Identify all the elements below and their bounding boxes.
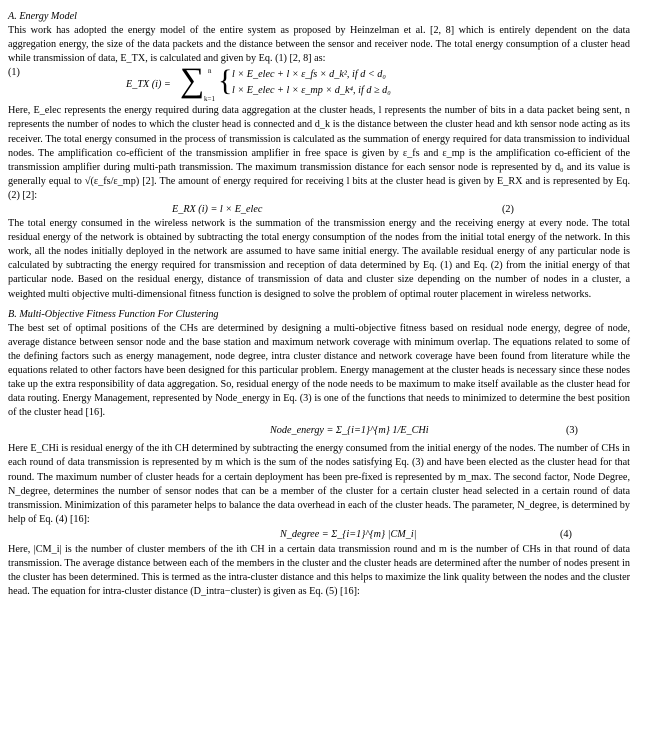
equation-3 — [8, 420, 630, 442]
eq2-number: (2) — [502, 204, 514, 216]
equation-2 — [8, 203, 630, 217]
section-b-paragraph-1: The best set of optimal positions of the CHs are determined by designing a multi-objective fitness based on residual node energy, degree of node, average distance between sensor node and the base station and maximum network coverage with minimum overlap. The equations related to some of the defining factors such as energy management, node degree, intra cluster distance and network coverage have been found from literature while the equations related to other factors have been designed for this particular problem. Energy management at the cluster heads is necessary since these nodes take up the extra responsibility of data aggregation. So, residual energy of the node needs to be maximum to make itself available as the cluster head for data routing. Energy Management, represented by Node_energy in Eq. (3) is one of the functions that needs to minimized to determine the best position of the cluster head [16]. — [8, 322, 630, 419]
equation-1 — [8, 62, 630, 104]
section-a-heading: A. Energy Model — [8, 11, 77, 22]
paper-page — [8, 10, 630, 599]
eq4-body: N_degree = Σ_{i=1}^{m} |CM_i| — [280, 528, 417, 540]
eq3-body: Node_energy = Σ_{i=1}^{m} 1/E_CHi — [270, 425, 429, 437]
eq2-body: E_RX (i) = l × E_elec — [172, 204, 263, 216]
section-b-heading: B. Multi-Objective Fitness Function For Clustering — [8, 308, 219, 320]
section-b-paragraph-3: Here, |CM_i| is the number of cluster members of the ith CH in a certain data transmission round and m is the number of CHs in that round of data transmission. The average distance between each of the members in the cluster and the cluster heads are determined after the number of nodes present in the cluster has been determined. This is termed as the intra-cluster distance and this helps to maximize the link quality between the nodes and the cluster head. The equation for intra-cluster distance (D_intra−cluster) is given as Eq. (5) [16]: — [8, 543, 630, 598]
section-a-paragraph-2: Here, E_elec represents the energy required during data aggregation at the cluster heads, l represents the number of bits in a data packet being sent, n represents the number of nodes to which the cluster head is connected and d_k is the distance between the cluster head and kth sensor node acting as its receiver. The total energy consumed in the process of transmission is calculated as the summation of energy required for data transmission to individual nodes. The amplification co-efficient of the transmission amplifier in free space is given by ε_fs and ε_mp is the amplification co-efficient of the transmission amplifier during multi-path transmission. The maximum transmission distance for each sensor node is represented by d₀ and its value is generally equal to √(ε_fs/ε_mp) [2]. The amount of energy required for receiving l bits at the cluster head is given by E_RX and is represented by Eq. (2) [2]: — [8, 105, 630, 201]
eq1-case-1: l × E_elec + l × ε_fs × d_k², if d < d₀ — [232, 69, 386, 81]
eq1-lhs: E_TX (i) = — [126, 79, 171, 91]
eq1-sum-bottom: k=1 — [204, 95, 215, 104]
eq3-number: (3) — [566, 425, 578, 437]
eq1-sigma: ∑ — [180, 62, 205, 100]
eq1-case-2: l × E_elec + l × ε_mp × d_k⁴, if d ≥ d₀ — [232, 85, 391, 97]
section-b-paragraph-2: Here E_CHi is residual energy of the ith CH determined by subtracting the energy consumed from the initial energy of the nodes. The number of CHs in each round of data transmission is represented by m which is the sum of the nodes satisfying Eq. (3) and have been elected as the cluster head for that round. The maximum number of cluster heads for a certain deployment has been pre-fixed is represented by m_max. The second factor, Node Degree, N_degree, determines the number of sensor nodes that can be a member of the cluster for a certain cluster head selected in a certain round of data transmission. Minimization of this parameter helps to balance the data overhead in each of the cluster heads. The parameter, N_degree, is determined by help of Eq. (4) [16]: — [8, 443, 630, 525]
eq1-sum-top: n — [208, 67, 212, 76]
eq1-brace: { — [218, 64, 233, 98]
eq1-number: (1) — [8, 67, 20, 79]
section-a-paragraph-3: The total energy consumed in the wireless network is the summation of the transmission energy and the receiving energy at every node. The total residual energy of the network is obtained by subtracting the total energy consumption of the nodes from the initial total energy of the network. In this work, all the nodes initially deployed in the network are assumed to have same initial energy. The available residual energy of any particular node is calculated by subtracting the energy required for transmission and reception of data determined by Eq. (1) and Eq. (2) from the initial energy of that particular node. Based on the residual energy, distance of transmission of data and cluster size depending on the number of nodes in a cluster, a weighted multi objective multi-dimensional fitness function is designed to solve the problem of optimal router placement in wireless networks. — [8, 218, 630, 300]
equation-4 — [8, 527, 630, 543]
section-a-paragraph-1: This work has adopted the energy model of the entire system as proposed by Heinzelman et al. [2, 8] which is entirely dependent on the data aggregation energy, the size of the data packets and the distance between the sensor and receiver node. The total energy consumption of a cluster head while transmission of data, E_TX, is calculated and given by Eq. (1) [2, 8] as: — [8, 25, 630, 65]
eq4-number: (4) — [560, 528, 572, 540]
